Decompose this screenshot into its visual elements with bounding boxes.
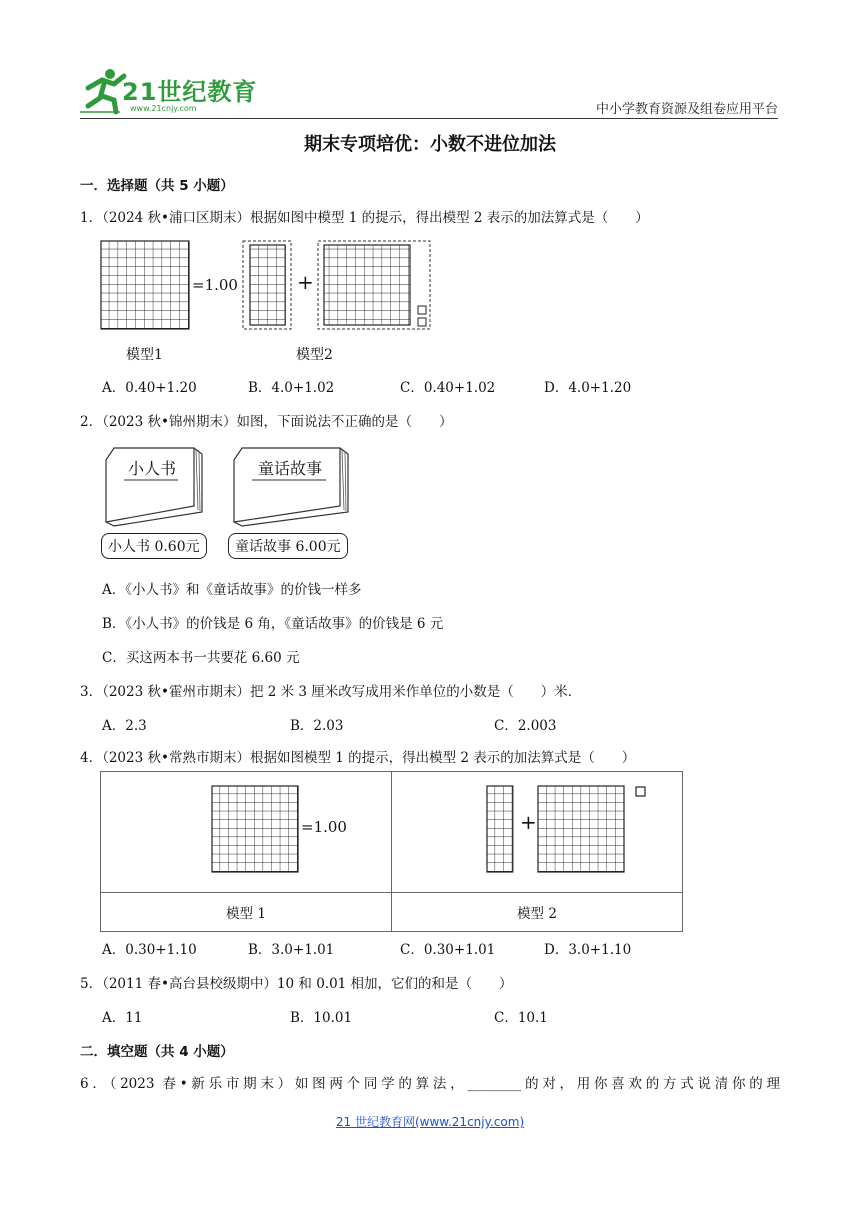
- q4-model-table: [100, 771, 683, 932]
- q3-option-c[interactable]: C．2.003: [494, 718, 557, 734]
- q2-option-a[interactable]: A．《小人书》和《童话故事》的价钱一样多: [102, 582, 362, 598]
- q4-option-c[interactable]: C．0.30+1.01: [400, 942, 496, 958]
- q4-equals-one: =1.00: [301, 818, 347, 836]
- q1-stem: 1．（2024 秋•浦口区期末）根据如图中模型 1 的提示，得出模型 2 表示的加法算式是（ ）: [80, 210, 649, 226]
- section-fill-heading: 二．填空题（共 4 小题）: [80, 1044, 234, 1060]
- logo-url: www.21cnjy.com: [130, 104, 197, 113]
- book-1-price-tag: 小人书 0.60元: [101, 533, 207, 559]
- q1-option-d[interactable]: D．4.0+1.20: [544, 380, 632, 396]
- q5-stem: 5．（2011 春•高台县校级期中）10 和 0.01 相加，它们的和是（ ）: [80, 976, 513, 992]
- q1-equals-one: =1.00: [192, 276, 238, 294]
- book-2-title: 童话故事: [258, 459, 323, 478]
- header-divider: [80, 118, 778, 119]
- q1-option-b[interactable]: B．4.0+1.02: [248, 380, 335, 396]
- q5-option-b[interactable]: B．10.01: [290, 1010, 353, 1026]
- q4-option-b[interactable]: B．3.0+1.01: [248, 942, 335, 958]
- q5-option-c[interactable]: C．10.1: [494, 1010, 548, 1026]
- q1-model2-label: 模型2: [296, 347, 333, 363]
- q1-option-a[interactable]: A．0.40+1.20: [102, 380, 197, 396]
- q4-option-a[interactable]: A．0.30+1.10: [102, 942, 197, 958]
- q2-books-figure: [102, 440, 362, 528]
- book-1-title: 小人书: [128, 459, 177, 478]
- section-choice-heading: 一．选择题（共 5 小题）: [80, 178, 234, 194]
- q4-option-d[interactable]: D．3.0+1.10: [544, 942, 632, 958]
- q4-model2-grid: [486, 785, 656, 875]
- q4-stem: 4．（2023 秋•常熟市期末）根据如图模型 1 的提示，得出模型 2 表示的加法算式是（ ）: [80, 750, 636, 766]
- footer-link[interactable]: 21 世纪教育网(www.21cnjy.com): [335, 1115, 525, 1129]
- q5-option-a[interactable]: A．11: [102, 1010, 143, 1026]
- q3-option-b[interactable]: B．2.03: [290, 718, 344, 734]
- q1-plus-sign: +: [297, 270, 314, 294]
- q2-option-b[interactable]: B．《小人书》的价钱是 6 角，《童话故事》的价钱是 6 元: [102, 616, 444, 632]
- page-title: 期末专项培优：小数不进位加法: [304, 134, 556, 155]
- q4-model2-label: 模型 2: [392, 893, 683, 932]
- q6-stem: 6．（2023 春•新乐市期末）如图两个同学的算法，________的对，用你喜欢的方式说清你的理: [80, 1076, 780, 1092]
- q2-option-c[interactable]: C．买这两本书一共要花 6.60 元: [102, 650, 300, 666]
- logo-text: 21世纪教育: [122, 78, 258, 106]
- q1-model1-label: 模型1: [126, 347, 163, 363]
- q3-stem: 3．（2023 秋•霍州市期末）把 2 米 3 厘米改写成用米作单位的小数是（ ）米．: [80, 684, 582, 700]
- q4-plus-sign: +: [520, 810, 537, 834]
- platform-name: 中小学教育资源及组卷应用平台: [595, 102, 778, 117]
- q3-option-a[interactable]: A．2.3: [102, 718, 147, 734]
- book-2-price-tag: 童话故事 6.00元: [228, 533, 348, 559]
- q4-model2-cell: [392, 772, 683, 893]
- q1-option-c[interactable]: C．0.40+1.02: [400, 380, 496, 396]
- q4-model1-label: 模型 1: [101, 893, 392, 932]
- q4-model1-cell: [101, 772, 392, 893]
- q1-grid-figure: [100, 240, 440, 332]
- q2-stem: 2．（2023 秋•锦州期末）如图，下面说法不正确的是（ ）: [80, 414, 453, 430]
